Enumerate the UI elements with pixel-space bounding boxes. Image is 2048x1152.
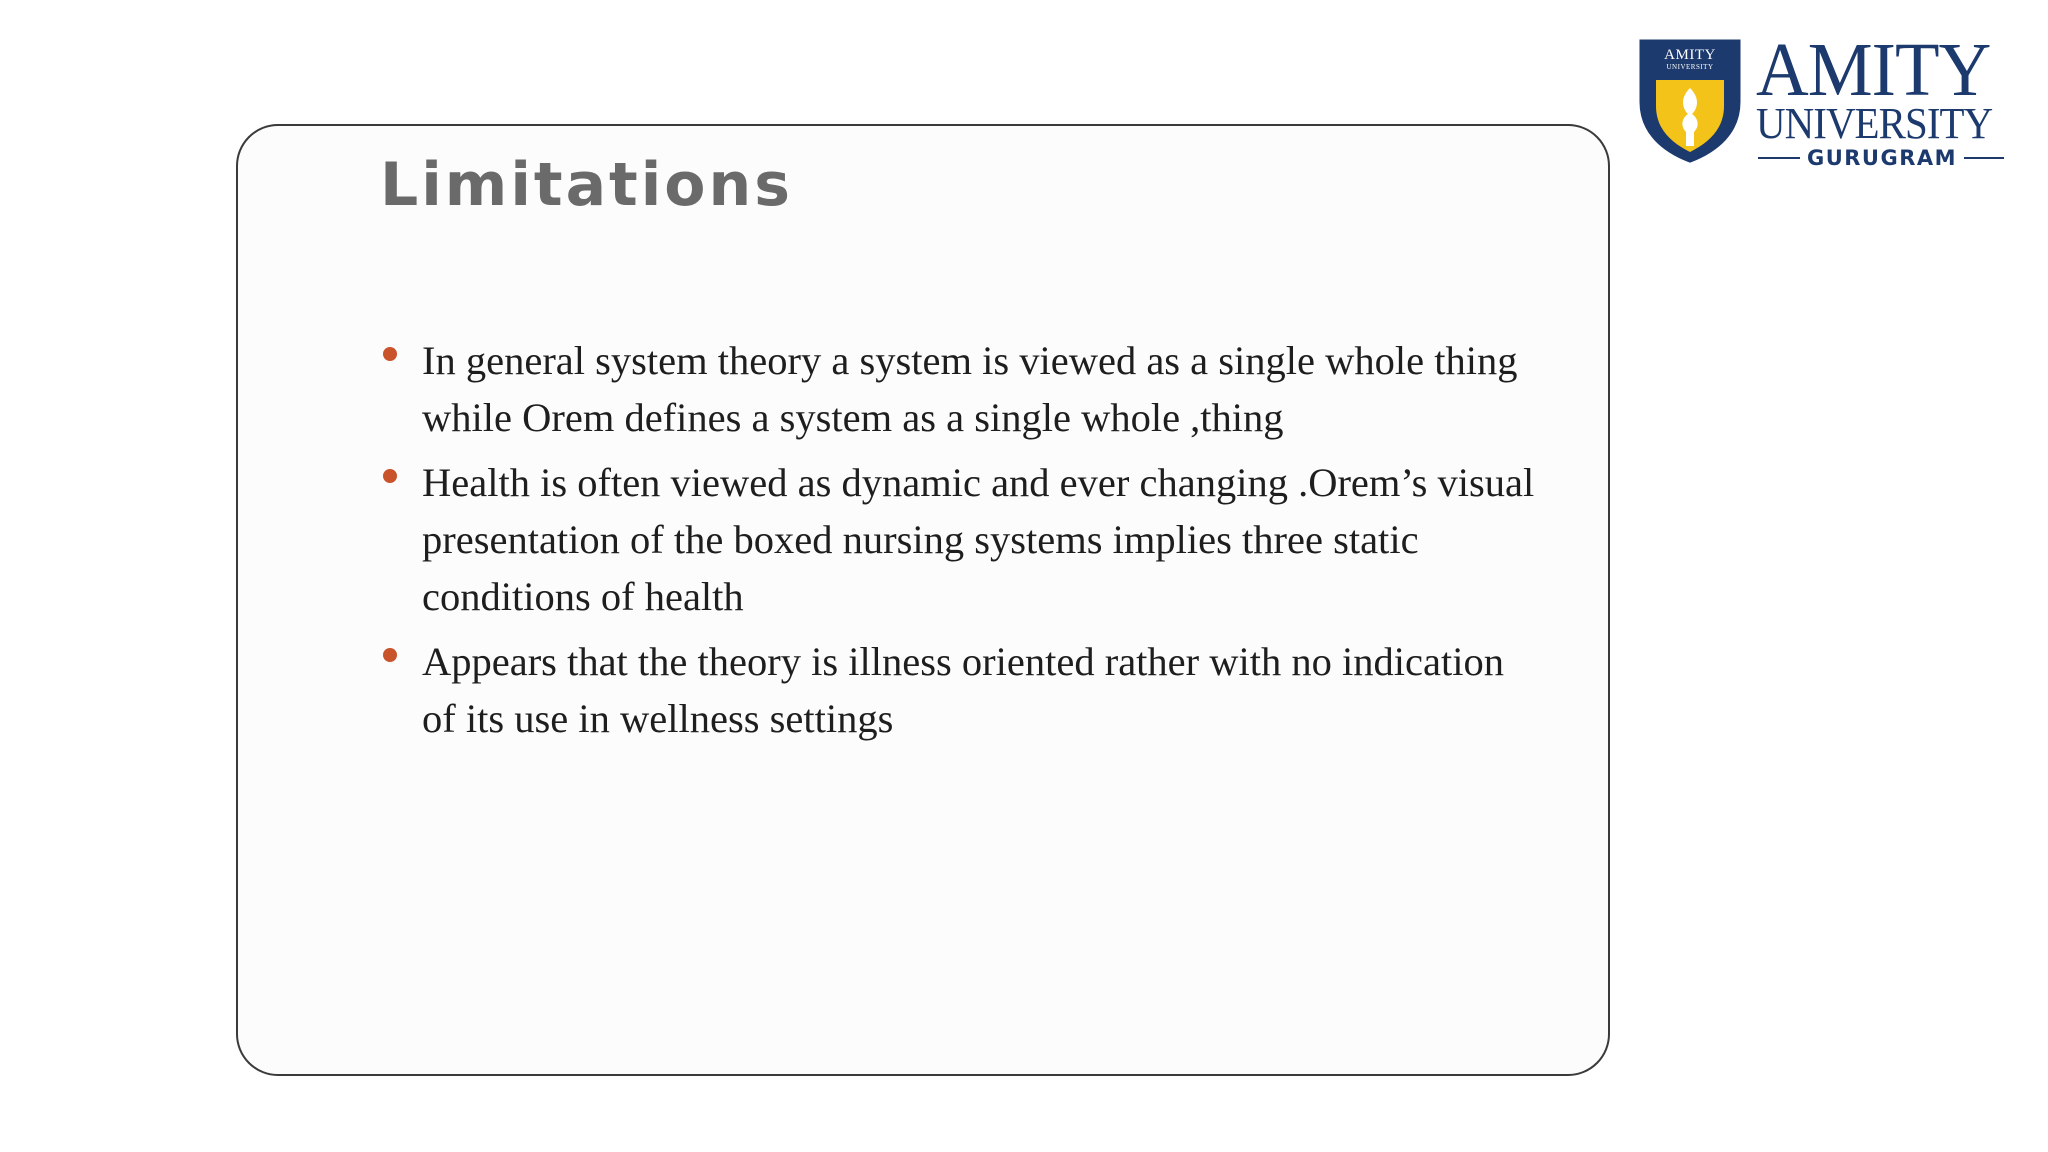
logo-name: AMITY [1756,28,1991,112]
shield-icon [1636,36,1744,164]
shield-top-text: AMITY [1664,47,1716,63]
bullet-item [380,454,1540,625]
logo-subtitle: UNIVERSITY [1756,99,1993,148]
bullet-list [380,332,1540,755]
logo-wordmark [1756,28,2006,170]
shield-sub-text: UNIVERSITY [1666,63,1714,71]
bullet-dot-icon [383,648,397,662]
bullet-item [380,332,1540,446]
bullet-item [380,633,1540,747]
divider [1964,157,2004,159]
bullet-text: Health is often viewed as dynamic and ever changing .Orem’s visual presentation of the boxed nursing systems implies three static conditions of health [422,460,1535,619]
slide-title: Limitations [380,150,793,220]
bullet-text: Appears that the theory is illness oriented rather with no indication of its use in wellness settings [422,639,1504,741]
university-logo [1636,28,2006,170]
divider [1758,157,1800,159]
bullet-dot-icon [383,347,397,361]
logo-campus: GURUGRAM [1806,146,1958,170]
bullet-dot-icon [383,469,397,483]
logo-campus-row [1756,146,2006,170]
bullet-text: In general system theory a system is viewed as a single whole thing while Orem defines a system as a single whole ,thing [422,338,1518,440]
